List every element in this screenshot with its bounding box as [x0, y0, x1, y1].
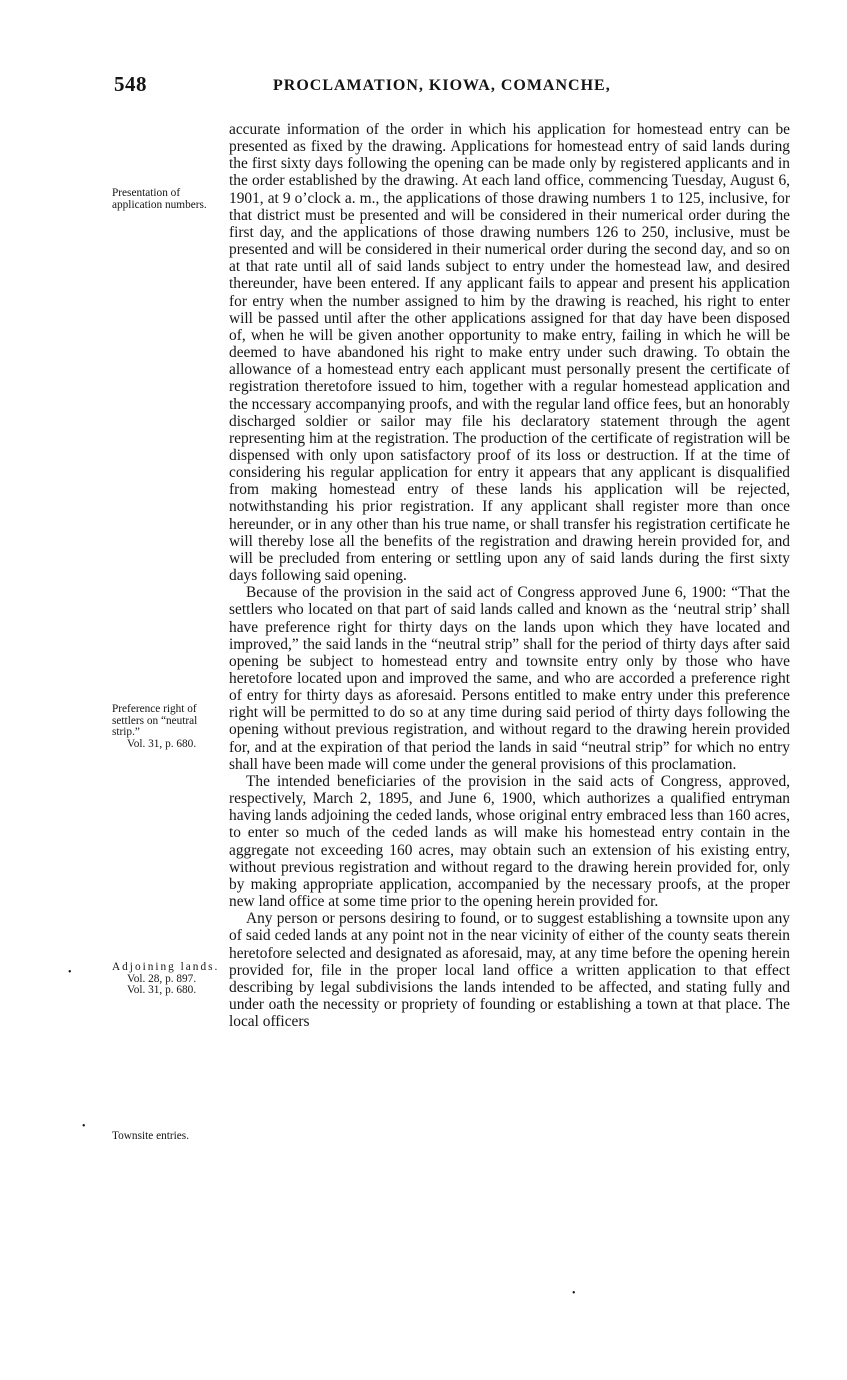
margin-note-townsite — [112, 1131, 224, 1143]
margin-note-title: Townsite entries. — [112, 1130, 190, 1142]
print-speck: • — [68, 967, 72, 978]
paragraph-neutral-strip: Because of the provision in the said act of Congress approved June 6, 1900: “That the settlers who located on that part of said lands called and known as the ‘neutral strip’ shall have preference right for thirty days on the lands upon which they have located and improved,” the said lands in the “neutral strip” shall for the period of thirty days after said opening be subject to homestead entry and townsite entry only by those who have heretofore located upon and improved the same, and who are accorded a preference right of entry for thirty days as aforesaid. Persons entitled to make entry under this preference right will be permitted to do so at any time during said period of thirty days following the opening without previous registration, and without regard to the drawing herein provided for, and at the expiration of that period the lands in said “neutral strip” for which no entry shall have been made will come under the general provisions of this proclamation. — [229, 584, 790, 773]
margin-note-reference: Vol. 31, p. 680. — [127, 737, 197, 750]
print-speck: • — [82, 1121, 86, 1132]
paragraph-adjoining-lands: The intended beneficiaries of the provision in the said acts of Congress, approved, respectively, March 2, 1895, and June 6, 1900, which authorizes a qualified entryman having lands adjoining the ceded lands, whose original entry embraced less than 160 acres, to enter so much of the ceded lands as will make his homestead entry contain in the aggregate not exceeding 160 acres, may obtain such an extension of his existing entry, without previous registration and without regard to the drawing herein provided for, only by making appropriate application, accompanied by the necessary proofs, at the proper new land office at some time prior to the opening herein provided for. — [229, 772, 790, 911]
paragraph-application-order: accurate information of the order in which his application for homestead entry can be presented as fixed by the drawing. Applications for homestead entry of said lands during the first sixty days following the opening can be made only by registered applicants and in the order established by the drawing. At each land office, commencing Tuesday, August 6, 1901, at 9 o’clock a. m., the applications of those drawing numbers 1 to 125, inclusive, for that district must be presented and will be considered in their numerical order during the first day, and the applications of those drawing numbers 126 to 250, inclusive, must be presented and will be considered in their numerical order during the second day, and so on at that rate until all of said lands subject to entry under the homestead law, and desired thereunder, have been entered. If any applicant fails to appear and present his application for entry when the number assigned to him by the drawing is reached, his right to enter will be passed until after the other applications assigned for that day have been disposed of, when he will be given another opportunity to make entry, failing in which he will be deemed to have abandoned his right to make entry under such drawing. To obtain the allowance of a homestead entry each applicant must personally present the certificate of registration theretofore issued to him, together with a regular homestead application and the nccessary accompanying proofs, and with the regular land office fees, but an honorably discharged soldier or sailor may file his declaratory statement through the agent representing him at the registration. The production of the certificate of registration will be dispensed with only upon satisfactory proof of its loss or destruction. If at the time of considering his regular application for entry it appears that any applicant is disqualified from making homestead entry of these lands his application will be rejected, notwithstanding his prior registration. If any applicant shall register more than once hereunder, or in any other than his true name, or shall transfer his registration certificate he will thereby lose all the benefits of the registration and drawing herein provided for, and will be precluded from entering or settling upon any of said lands during the first sixty days following said opening. — [229, 121, 790, 585]
page-number: 548 — [114, 72, 147, 96]
margin-note-title: Preference right of settlers on “neutral strip.” — [112, 703, 198, 738]
margin-note-preference — [112, 704, 224, 750]
margin-note-title: Presentation of application numbers. — [112, 187, 207, 211]
margin-note-adjoining — [112, 962, 224, 997]
running-title: PROCLAMATION, KIOWA, COMANCHE, — [273, 77, 611, 94]
margin-note-reference: Vol. 31, p. 680. — [127, 984, 197, 996]
margin-note-presentation — [112, 188, 224, 211]
page-header — [114, 72, 790, 102]
margin-note-reference: Vol. 28, p. 897. — [127, 972, 197, 985]
paragraph-townsite-entries: Any person or persons desiring to found, or to suggest establishing a townsite upon any of said ceded lands at any point not in the near vicinity of either of the county seats therein heretofore selected and designated as aforesaid, may, at any time before the opening herein provided for, file in the proper local land office a written application to that effect describing by legal subdivisions the lands intended to be affected, and stating fully and under oath the necessity or propriety of founding or establishing a town at that place. The local officers — [229, 910, 790, 1031]
body-text — [229, 121, 790, 1030]
margin-note-title: Adjoining lands. — [112, 961, 220, 973]
print-speck: • — [572, 1288, 576, 1299]
